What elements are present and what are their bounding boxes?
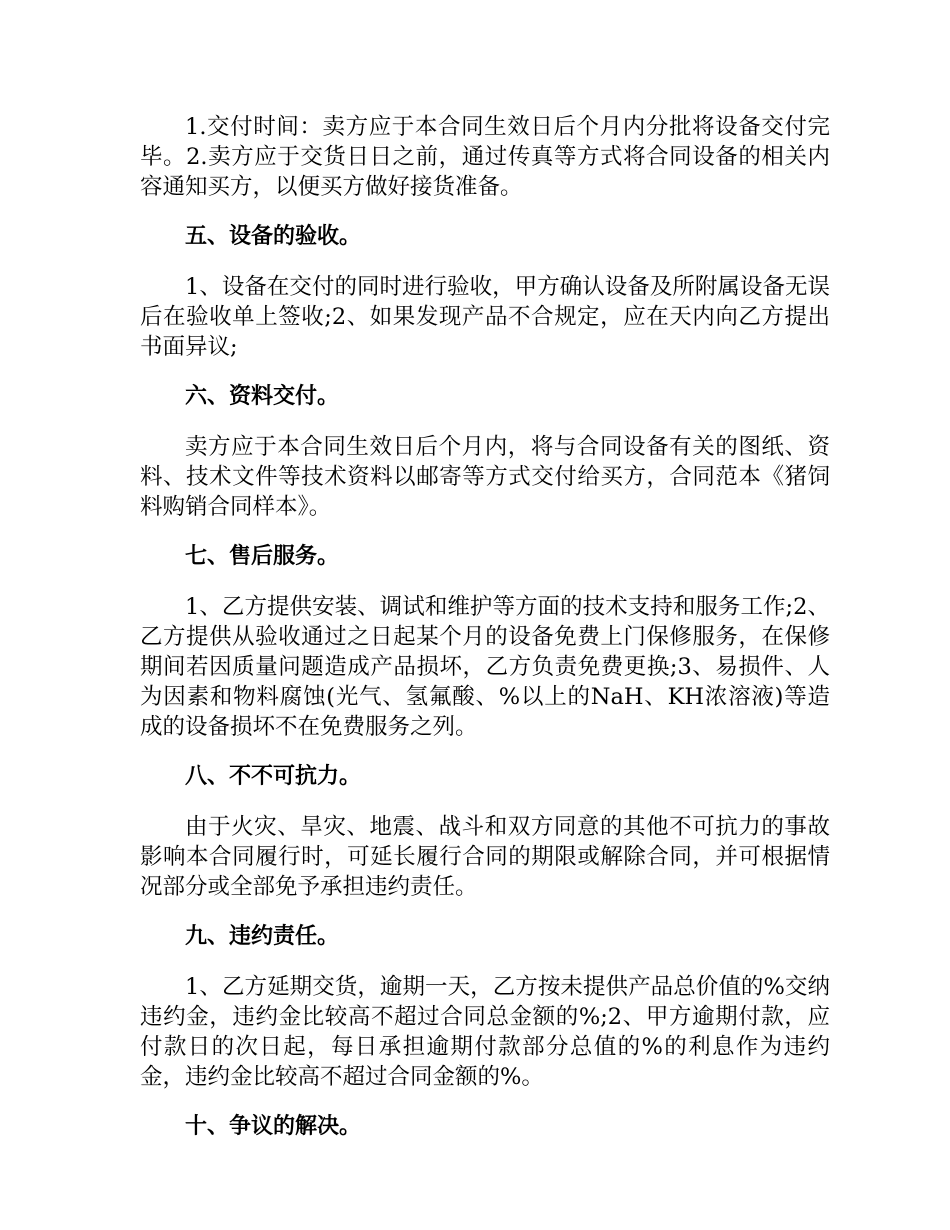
paragraph-force-majeure: 由于火灾、旱灾、地震、战斗和双方同意的其他不可抗力的事故影响本合同履行时，可延长履行合同的期限或解除合同，并可根据情况部分或全部免予承担违约责任。 [140,814,830,900]
heading-liability: 九、违约责任。 [185,924,340,949]
heading-acceptance: 五、设备的验收。 [185,224,362,249]
heading-force-majeure: 八、不不可抗力。 [185,764,362,789]
paragraph-delivery: 1.交付时间：卖方应于本合同生效日后个月内分批将设备交付完毕。2.卖方应于交货日日之前，通过传真等方式将合同设备的相关内容通知买方，以便买方做好接货准备。 [140,114,830,200]
heading-dispute: 十、争议的解决。 [185,1114,362,1139]
heading-documents: 六、资料交付。 [185,384,340,409]
document-page [140,112,830,1162]
paragraph-after-sales: 1、乙方提供安装、调试和维护等方面的技术支持和服务工作;2、乙方提供从验收通过之日起某个月的设备免费上门保修服务，在保修期间若因质量问题造成产品损坏，乙方负责免费更换;3、易损件、人为因素和物料腐蚀(光气、氢氟酸、%以上的NaH、KH浓溶液)等造成的设备损坏不在免费服务之列。 [140,594,830,740]
paragraph-acceptance: 1、设备在交付的同时进行验收，甲方确认设备及所附属设备无误后在验收单上签收;2、如果发现产品不合规定，应在天内向乙方提出书面异议; [140,274,830,360]
heading-after-sales: 七、售后服务。 [185,544,340,569]
paragraph-documents: 卖方应于本合同生效日后个月内，将与合同设备有关的图纸、资料、技术文件等技术资料以邮寄等方式交付给买方，合同范本《猪饲料购销合同样本》。 [140,434,830,520]
paragraph-liability: 1、乙方延期交货，逾期一天，乙方按未提供产品总价值的%交纳违约金，违约金比较高不超过合同总金额的%;2、甲方逾期付款，应付款日的次日起，每日承担逾期付款部分总值的%的利息作为违约金，违约金比较高不超过合同金额的%。 [140,974,830,1090]
